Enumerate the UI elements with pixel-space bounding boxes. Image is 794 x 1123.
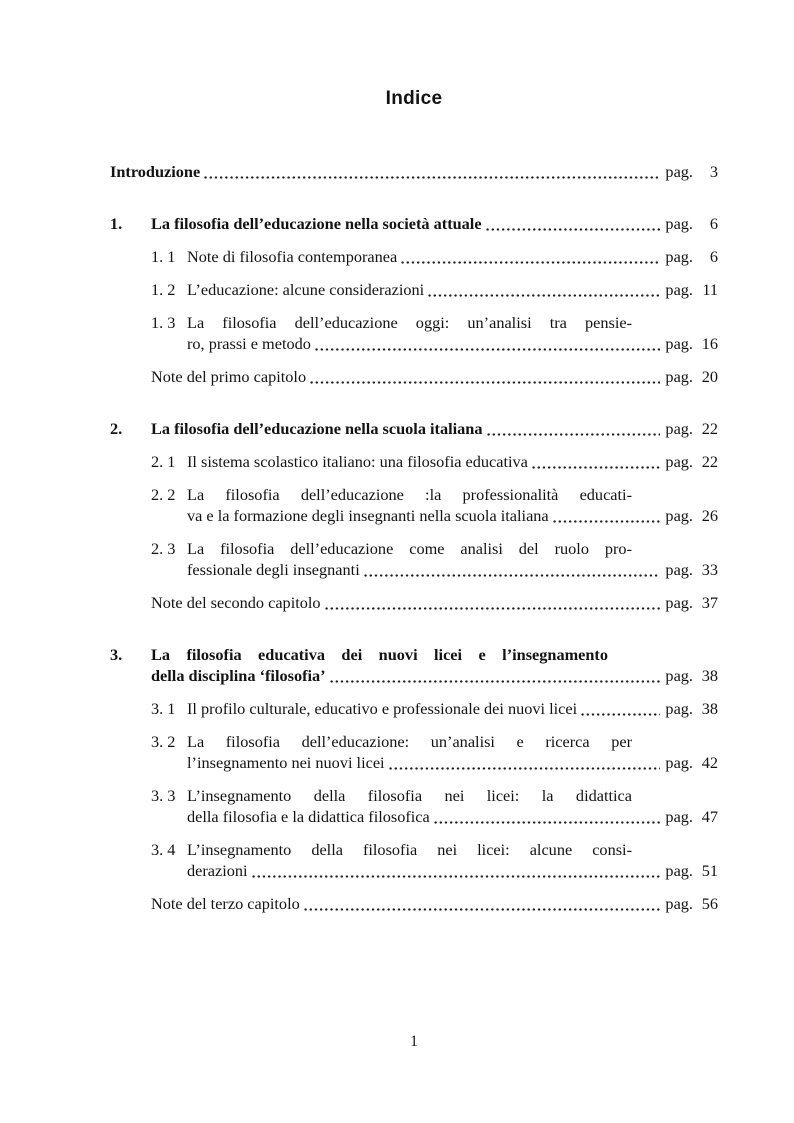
entry-last-line (151, 213, 718, 234)
dot-leader (486, 418, 661, 439)
page-abbrev: pag. (665, 280, 693, 299)
toc-entry (110, 538, 718, 580)
entry-last-line (187, 752, 718, 773)
entry-last-line (187, 559, 718, 580)
entry-last-line (187, 333, 718, 354)
dot-leader (388, 752, 661, 773)
entry-text: fessionale degli insegnanti (187, 560, 360, 579)
entry-body (151, 592, 718, 613)
entry-number: 1. 3 (151, 313, 176, 332)
toc-title: Indice (385, 88, 443, 109)
entry-number: 3. 4 (151, 840, 176, 859)
entry-text: Note del primo capitolo (151, 367, 307, 386)
entry-number: 3. 2 (151, 732, 176, 751)
entry-line: La filosofia dell’educazione :la professionalità educati- (187, 485, 632, 504)
entry-text: ro, prassi e metodo (187, 334, 311, 353)
page-abbrev: pag. (665, 593, 693, 612)
page-number: 38 (701, 699, 718, 718)
entry-body (187, 484, 718, 526)
entry-text: Note di filosofia contemporanea (187, 247, 398, 266)
page-number: 56 (701, 894, 718, 913)
entry-line: La filosofia dell’educazione oggi: un’analisi tra pensie- (187, 313, 632, 332)
toc-entry (110, 366, 718, 387)
entry-line: La filosofia educativa dei nuovi licei e l’insegnamento (151, 645, 608, 664)
entry-number: 1. 1 (151, 247, 176, 266)
page-number: 22 (701, 419, 718, 438)
toc-entry (110, 785, 718, 827)
toc-entry (110, 161, 718, 182)
toc-entry (110, 644, 718, 686)
page-abbrev: pag. (665, 367, 693, 386)
entry-body (151, 644, 718, 686)
page-number: 6 (709, 247, 718, 266)
page-abbrev: pag. (665, 247, 693, 266)
page-abbrev: pag. (665, 807, 693, 826)
entry-text: della filosofia e la didattica filosofica (187, 807, 430, 826)
page-abbrev: pag. (665, 894, 693, 913)
toc-entry (110, 279, 718, 300)
entry-text: Introduzione (110, 162, 201, 181)
dot-leader (580, 698, 660, 719)
entry-number: 3. 1 (151, 699, 176, 718)
entry-text: Note del secondo capitolo (151, 593, 321, 612)
page-number: 47 (701, 807, 718, 826)
entry-body (151, 213, 718, 234)
entry-body (187, 451, 718, 472)
page-number: 38 (701, 666, 718, 685)
entry-last-line (151, 418, 718, 439)
toc-entry (110, 893, 718, 914)
entry-number: 3. 3 (151, 786, 176, 805)
entry-last-line (187, 451, 718, 472)
entry-body (187, 312, 718, 354)
entry-body (187, 785, 718, 827)
entry-text: l’insegnamento nei nuovi licei (187, 753, 385, 772)
dot-leader (531, 451, 661, 472)
entry-number: 1. (110, 214, 123, 233)
entry-line: L’insegnamento della filosofia nei licei: alcune consi- (187, 840, 632, 859)
entry-last-line (187, 860, 718, 881)
entry-body (151, 418, 718, 439)
entry-body (187, 731, 718, 773)
dot-leader (203, 161, 660, 182)
entry-text: derazioni (187, 861, 248, 880)
page-number: 11 (702, 280, 718, 299)
toc-entry (110, 451, 718, 472)
table-of-contents (110, 161, 718, 914)
toc-entry (110, 213, 718, 234)
toc-entry (110, 418, 718, 439)
page-abbrev: pag. (665, 699, 693, 718)
entry-text: va e la formazione degli insegnanti nella scuola italiana (187, 506, 549, 525)
page-abbrev: pag. (665, 162, 693, 181)
entry-body (187, 698, 718, 719)
page-number: 42 (701, 753, 718, 772)
entry-body (187, 538, 718, 580)
dot-leader (400, 246, 660, 267)
page-number: 51 (701, 861, 718, 880)
entry-line: L’insegnamento della filosofia nei licei: la didattica (187, 786, 632, 805)
dot-leader (485, 213, 661, 234)
entry-text: La filosofia dell’educazione nella scuola italiana (151, 419, 483, 438)
page-abbrev: pag. (665, 666, 693, 685)
page-footer (110, 1031, 718, 1052)
entry-body (110, 161, 718, 182)
page-abbrev: pag. (665, 861, 693, 880)
entry-last-line (151, 366, 718, 387)
page-number: 33 (701, 560, 718, 579)
entry-last-line (110, 161, 718, 182)
page-number: 6 (709, 214, 718, 233)
toc-entry (110, 698, 718, 719)
dot-leader (552, 505, 661, 526)
entry-number: 2. 3 (151, 539, 176, 558)
toc-entry (110, 312, 718, 354)
dot-leader (314, 333, 661, 354)
footer-page-number: 1 (410, 1033, 418, 1050)
entry-last-line (187, 505, 718, 526)
page-abbrev: pag. (665, 419, 693, 438)
dot-leader (329, 665, 661, 686)
toc-entry (110, 731, 718, 773)
toc-entry (110, 592, 718, 613)
page-abbrev: pag. (665, 214, 693, 233)
dot-leader (324, 592, 661, 613)
page-abbrev: pag. (665, 560, 693, 579)
entry-body (187, 279, 718, 300)
entry-text: della disciplina ‘filosofia’ (151, 666, 326, 685)
entry-line: La filosofia dell’educazione: un’analisi e ricerca per (187, 732, 632, 751)
entry-last-line (187, 279, 718, 300)
page-number: 22 (701, 452, 718, 471)
entry-text: Note del terzo capitolo (151, 894, 300, 913)
page-abbrev: pag. (665, 753, 693, 772)
entry-last-line (187, 246, 718, 267)
toc-entry (110, 839, 718, 881)
toc-entry (110, 246, 718, 267)
page-abbrev: pag. (665, 334, 693, 353)
entry-body (151, 366, 718, 387)
entry-number: 2. (110, 419, 123, 438)
entry-body (187, 839, 718, 881)
page-number: 3 (709, 162, 718, 181)
entry-number: 1. 2 (151, 280, 176, 299)
entry-text: L’educazione: alcune considerazioni (187, 280, 425, 299)
page-number: 26 (701, 506, 718, 525)
dot-leader (433, 806, 661, 827)
entry-text: Il sistema scolastico italiano: una filosofia educativa (187, 452, 528, 471)
entry-number: 2. 1 (151, 452, 176, 471)
page-abbrev: pag. (665, 452, 693, 471)
dot-leader (427, 279, 660, 300)
dot-leader (303, 893, 661, 914)
entry-last-line (187, 806, 718, 827)
page-abbrev: pag. (665, 506, 693, 525)
dot-leader (309, 366, 660, 387)
entry-last-line (151, 893, 718, 914)
page-number: 20 (701, 367, 718, 386)
page-number: 16 (701, 334, 718, 353)
entry-number: 3. (110, 645, 123, 664)
entry-number: 2. 2 (151, 485, 176, 504)
dot-leader (251, 860, 661, 881)
entry-body (187, 246, 718, 267)
toc-entry (110, 484, 718, 526)
entry-text: La filosofia dell’educazione nella società attuale (151, 214, 482, 233)
entry-body (151, 893, 718, 914)
dot-leader (363, 559, 661, 580)
entry-last-line (151, 665, 718, 686)
entry-text: Il profilo culturale, educativo e professionale dei nuovi licei (187, 699, 578, 718)
entry-last-line (187, 698, 718, 719)
entry-last-line (151, 592, 718, 613)
entry-line: La filosofia dell’educazione come analisi del ruolo pro- (187, 539, 632, 558)
page-number: 37 (701, 593, 718, 612)
